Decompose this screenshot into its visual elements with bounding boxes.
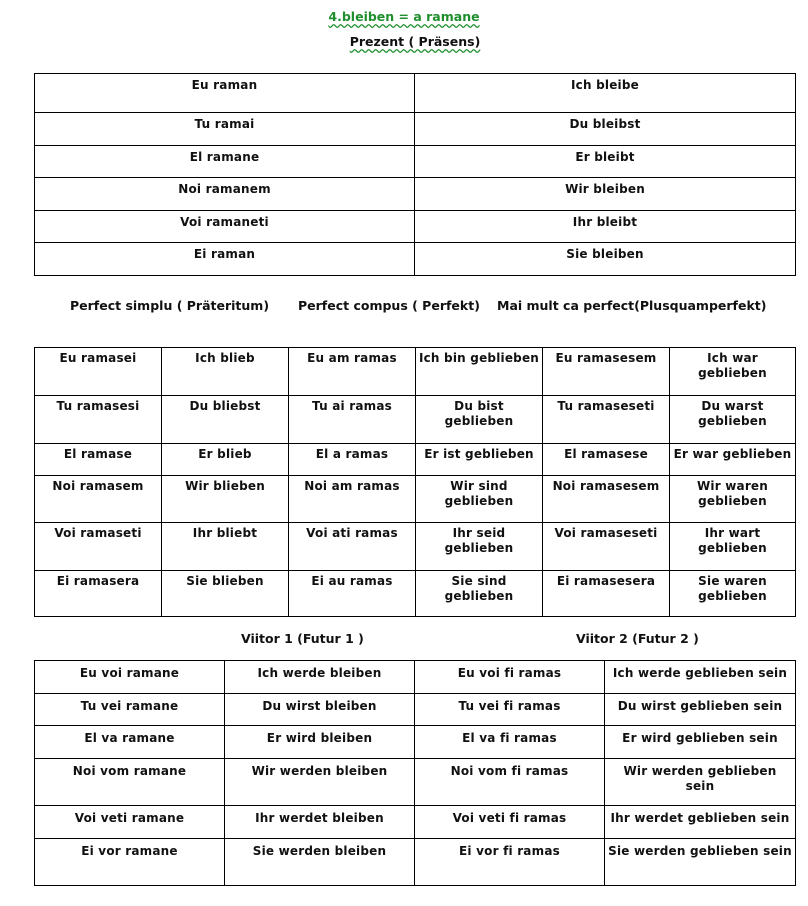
table-cell: Sie werden bleiben — [225, 839, 415, 886]
future1-heading: Viitor 1 (Futur 1 ) — [241, 631, 364, 646]
table-cell: Ich bin geblieben — [416, 348, 543, 396]
table-cell: El va fi ramas — [415, 726, 605, 759]
table-cell: Wir werden geblieben sein — [605, 759, 796, 806]
table-cell: Eu ramasesem — [543, 348, 670, 396]
table-cell: El va ramane — [35, 726, 225, 759]
present-tense-heading-text: Prezent ( Präsens) — [349, 34, 481, 49]
preterite-heading: Perfect simplu ( Präteritum) — [70, 298, 270, 313]
table-cell: Wir blieben — [162, 476, 289, 523]
table-cell: El ramane — [35, 146, 415, 178]
table-cell: Er war geblieben — [670, 444, 796, 476]
table-cell: Er wird geblieben sein — [605, 726, 796, 759]
future-row — [35, 806, 796, 839]
table-cell: Tu ramaseseti — [543, 396, 670, 444]
table-cell: Noi ramasesem — [543, 476, 670, 523]
pluperfect-heading: Mai mult ca perfect(Plusquamperfekt) — [497, 298, 767, 313]
table-cell: Du bist geblieben — [416, 396, 543, 444]
table-cell: Ich werde bleiben — [225, 661, 415, 694]
page-title — [0, 9, 808, 24]
table-cell: Noi ramanem — [35, 178, 415, 211]
table-cell: Du warst geblieben — [670, 396, 796, 444]
table-cell: Sie werden geblieben sein — [605, 839, 796, 886]
table-cell: Voi ramaneti — [35, 211, 415, 243]
present-row — [35, 74, 796, 113]
past-row — [35, 476, 796, 523]
table-cell: Eu voi ramane — [35, 661, 225, 694]
table-cell: Eu am ramas — [289, 348, 416, 396]
table-cell: Sie bleiben — [415, 243, 796, 276]
future2-heading: Viitor 2 (Futur 2 ) — [576, 631, 699, 646]
table-cell: Noi vom ramane — [35, 759, 225, 806]
table-cell: Du wirst bleiben — [225, 694, 415, 726]
table-cell: El a ramas — [289, 444, 416, 476]
past-row — [35, 444, 796, 476]
table-cell: Ei vor fi ramas — [415, 839, 605, 886]
table-cell: El ramase — [35, 444, 162, 476]
table-cell: Voi veti fi ramas — [415, 806, 605, 839]
table-cell: Tu vei ramane — [35, 694, 225, 726]
table-cell: Ihr werdet bleiben — [225, 806, 415, 839]
present-row — [35, 243, 796, 276]
past-tenses-table — [34, 347, 796, 617]
future-tenses-table — [34, 660, 796, 886]
past-row — [35, 396, 796, 444]
table-cell: Er wird bleiben — [225, 726, 415, 759]
future-row — [35, 726, 796, 759]
table-cell: Voi veti ramane — [35, 806, 225, 839]
present-row — [35, 211, 796, 243]
table-cell: Ei au ramas — [289, 571, 416, 617]
table-cell: Tu vei fi ramas — [415, 694, 605, 726]
present-tense-table — [34, 73, 796, 276]
table-cell: Voi ramaseseti — [543, 523, 670, 571]
table-cell: Er blieb — [162, 444, 289, 476]
table-cell: Ich werde geblieben sein — [605, 661, 796, 694]
table-cell: Eu raman — [35, 74, 415, 113]
table-cell: Tu ramasesi — [35, 396, 162, 444]
table-cell: Noi am ramas — [289, 476, 416, 523]
table-cell: Noi vom fi ramas — [415, 759, 605, 806]
table-cell: Ich blieb — [162, 348, 289, 396]
table-cell: Ihr werdet geblieben sein — [605, 806, 796, 839]
table-cell: Du bliebst — [162, 396, 289, 444]
table-cell: Tu ai ramas — [289, 396, 416, 444]
table-cell: Wir werden bleiben — [225, 759, 415, 806]
table-cell: Eu ramasei — [35, 348, 162, 396]
table-cell: Ei vor ramane — [35, 839, 225, 886]
table-cell: Wir waren geblieben — [670, 476, 796, 523]
present-row — [35, 178, 796, 211]
table-cell: Voi ramaseti — [35, 523, 162, 571]
table-cell: Noi ramasem — [35, 476, 162, 523]
table-cell: Wir bleiben — [415, 178, 796, 211]
table-cell: Tu ramai — [35, 113, 415, 146]
table-cell: Ei ramasesera — [543, 571, 670, 617]
table-cell: Ei ramasera — [35, 571, 162, 617]
table-cell: Sie sind geblieben — [416, 571, 543, 617]
present-row — [35, 113, 796, 146]
table-cell: Du wirst geblieben sein — [605, 694, 796, 726]
past-row — [35, 571, 796, 617]
table-cell: Er bleibt — [415, 146, 796, 178]
table-cell: Ihr bliebt — [162, 523, 289, 571]
table-cell: Ich bleibe — [415, 74, 796, 113]
table-cell: Eu voi fi ramas — [415, 661, 605, 694]
future-row — [35, 694, 796, 726]
present-tense-heading — [0, 34, 808, 49]
table-cell: Ihr wart geblieben — [670, 523, 796, 571]
table-cell: El ramasese — [543, 444, 670, 476]
past-row — [35, 348, 796, 396]
table-cell: Sie waren geblieben — [670, 571, 796, 617]
future-row — [35, 759, 796, 806]
table-cell: Wir sind geblieben — [416, 476, 543, 523]
table-cell: Du bleibst — [415, 113, 796, 146]
past-row — [35, 523, 796, 571]
present-row — [35, 146, 796, 178]
table-cell: Sie blieben — [162, 571, 289, 617]
table-cell: Er ist geblieben — [416, 444, 543, 476]
table-cell: Voi ati ramas — [289, 523, 416, 571]
future-row — [35, 661, 796, 694]
table-cell: Ihr seid geblieben — [416, 523, 543, 571]
table-cell: Ich war geblieben — [670, 348, 796, 396]
table-cell: Ihr bleibt — [415, 211, 796, 243]
future-row — [35, 839, 796, 886]
perfect-heading: Perfect compus ( Perfekt) — [298, 298, 480, 313]
table-cell: Ei raman — [35, 243, 415, 276]
page-title-text: 4.bleiben = a ramane — [328, 9, 480, 24]
